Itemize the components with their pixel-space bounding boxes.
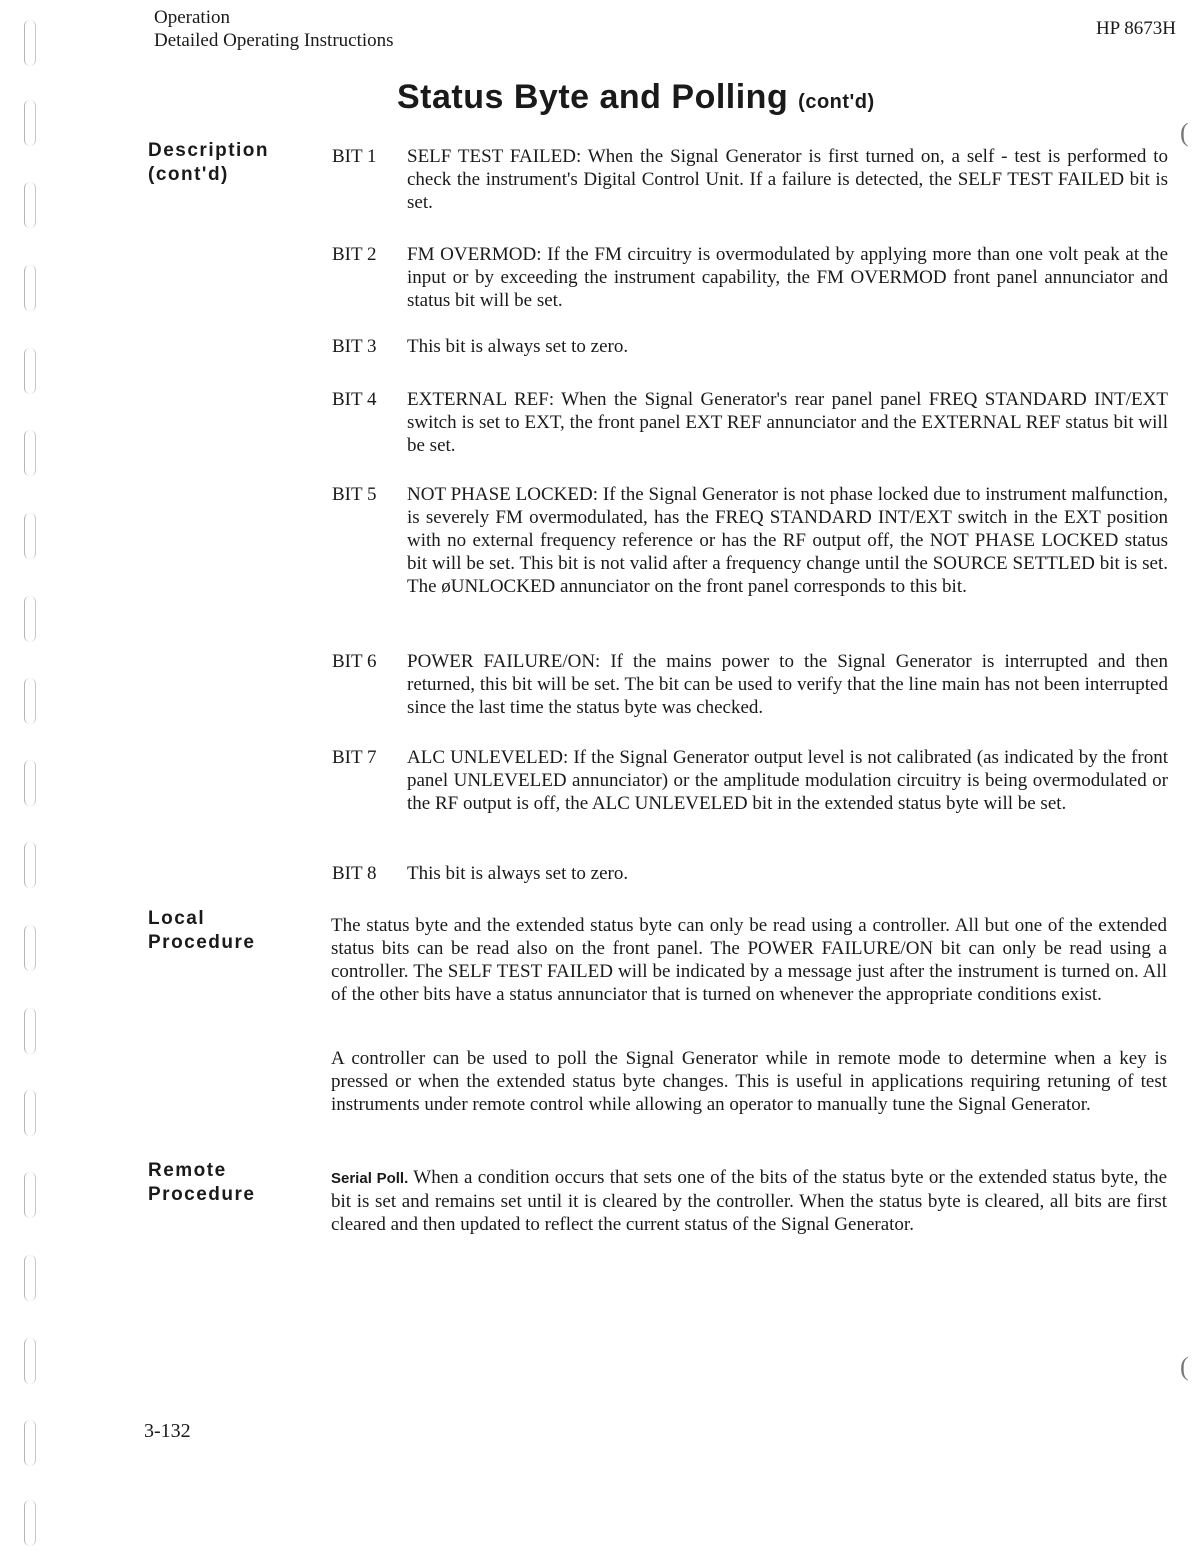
bit-description: FM OVERMOD: If the FM circuitry is overmodulated by applying more than one volt peak at the input or by exceeding the instrument capability, the FM OVERMOD front panel annunciator and status bit will be set. xyxy=(407,244,1168,311)
bit-number: BIT 1 xyxy=(332,146,377,167)
label-line: (cont'd) xyxy=(148,164,229,185)
bit-entry xyxy=(332,243,1168,312)
binding-holes xyxy=(18,10,42,1560)
bit-description: EXTERNAL REF: When the Signal Generator's rear panel panel FREQ STANDARD INT/EXT switch is set to EXT, the front panel EXT REF annunciator and the EXTERNAL REF status bit will be set. xyxy=(407,389,1168,456)
bit-entry xyxy=(332,145,1168,214)
title-main: Status Byte and Polling xyxy=(397,78,789,116)
label-line: Remote xyxy=(148,1160,227,1181)
binding-hole xyxy=(24,100,36,146)
remote-procedure-label xyxy=(148,1159,255,1207)
bit-number: BIT 8 xyxy=(332,863,377,884)
binding-hole xyxy=(24,1500,36,1546)
bit-number: BIT 4 xyxy=(332,389,377,410)
binding-hole xyxy=(24,513,36,559)
bit-description: SELF TEST FAILED: When the Signal Generator is first turned on, a self - test is performed to check the instrument's Digital Control Unit. If a failure is detected, the SELF TEST FAILED bit is set. xyxy=(407,146,1168,213)
bit-description: POWER FAILURE/ON: If the mains power to the Signal Generator is interrupted and then returned, this bit will be set. The bit can be used to verify that the line main has not been interrupted since the last time the status byte was checked. xyxy=(407,651,1168,718)
binding-hole xyxy=(24,20,36,66)
binding-hole xyxy=(24,1172,36,1218)
serial-poll-lead-in: Serial Poll. xyxy=(331,1170,409,1187)
binding-hole xyxy=(24,348,36,394)
bit-entry xyxy=(332,483,1168,598)
binding-hole xyxy=(24,430,36,476)
page-number: 3-132 xyxy=(144,1420,191,1442)
bit-number: BIT 2 xyxy=(332,244,377,265)
binding-hole xyxy=(24,842,36,888)
bit-entry xyxy=(332,862,1168,885)
header-model: HP 8673H xyxy=(1095,18,1176,39)
binding-hole xyxy=(24,596,36,642)
local-procedure-label xyxy=(148,907,255,955)
running-header xyxy=(154,6,394,52)
header-subsection: Detailed Operating Instructions xyxy=(154,30,394,51)
label-line: Description xyxy=(148,140,270,161)
bit-number: BIT 7 xyxy=(332,747,377,768)
binding-hole xyxy=(24,1420,36,1466)
title-suffix: (cont'd) xyxy=(798,91,875,113)
binding-hole xyxy=(24,1255,36,1301)
page-title xyxy=(397,78,875,117)
margin-mark: ( xyxy=(1180,118,1189,147)
binding-hole xyxy=(24,265,36,311)
margin-mark: ( xyxy=(1180,1352,1189,1381)
bit-description: This bit is always set to zero. xyxy=(407,336,629,357)
header-section: Operation xyxy=(154,7,230,28)
local-procedure-paragraph: The status byte and the extended status byte can only be read using a controller. All but one of the extended status bits can be read also on the front panel. The POWER FAILURE/ON bit can only be read using a controller. The SELF TEST FAILED will be indicated by a message just after the instrument is turned on. All of the other bits have a status annunciator that is turned on whenever the appropriate conditions exist. xyxy=(331,915,1167,1005)
bit-entry xyxy=(332,746,1168,815)
binding-hole xyxy=(24,1338,36,1384)
binding-hole xyxy=(24,925,36,971)
binding-hole xyxy=(24,182,36,228)
description-label xyxy=(148,139,269,187)
label-line: Local xyxy=(148,908,206,929)
bit-description: NOT PHASE LOCKED: If the Signal Generator is not phase locked due to instrument malfunction, is severely FM overmodulated, has the FREQ STANDARD INT/EXT switch in the EXT position with no external frequency reference or has the RF output off, the NOT PHASE LOCKED status bit will be set. This bit is not valid after a frequency change until the SOURCE SETTLED bit is set. The øUNLOCKED annunciator on the front panel corresponds to this bit. xyxy=(407,484,1168,597)
binding-hole xyxy=(24,678,36,724)
bit-description: This bit is always set to zero. xyxy=(407,863,629,884)
bit-number: BIT 5 xyxy=(332,484,377,505)
binding-hole xyxy=(24,1090,36,1136)
remote-procedure-paragraph xyxy=(331,1166,1167,1236)
label-line: Procedure xyxy=(148,932,256,953)
bit-entry xyxy=(332,335,1168,358)
remote-procedure-text: When a condition occurs that sets one of the bits of the status byte or the extended status byte, the bit is set and remains set until it is cleared by the controller. When the status byte is cleared, all bits are first cleared and then updated to reflect the current status of the Signal Generator. xyxy=(331,1167,1168,1235)
bit-entry xyxy=(332,388,1168,457)
binding-hole xyxy=(24,1008,36,1054)
bit-number: BIT 3 xyxy=(332,336,377,357)
label-line: Procedure xyxy=(148,1184,256,1205)
bit-entry xyxy=(332,650,1168,719)
bit-number: BIT 6 xyxy=(332,651,377,672)
local-procedure-paragraph: A controller can be used to poll the Signal Generator while in remote mode to determine when a key is pressed or when the extended status byte changes. This is useful in applications requiring retuning of test instruments under remote control while allowing an operator to manually tune the Signal Generator. xyxy=(331,1048,1167,1115)
bit-description: ALC UNLEVELED: If the Signal Generator output level is not calibrated (as indicated by the front panel UNLEVELED annunciator) or the amplitude modulation circuitry is being overmodulated or the RF output is off, the ALC UNLEVELED bit in the extended status byte will be set. xyxy=(407,747,1168,814)
binding-hole xyxy=(24,760,36,806)
